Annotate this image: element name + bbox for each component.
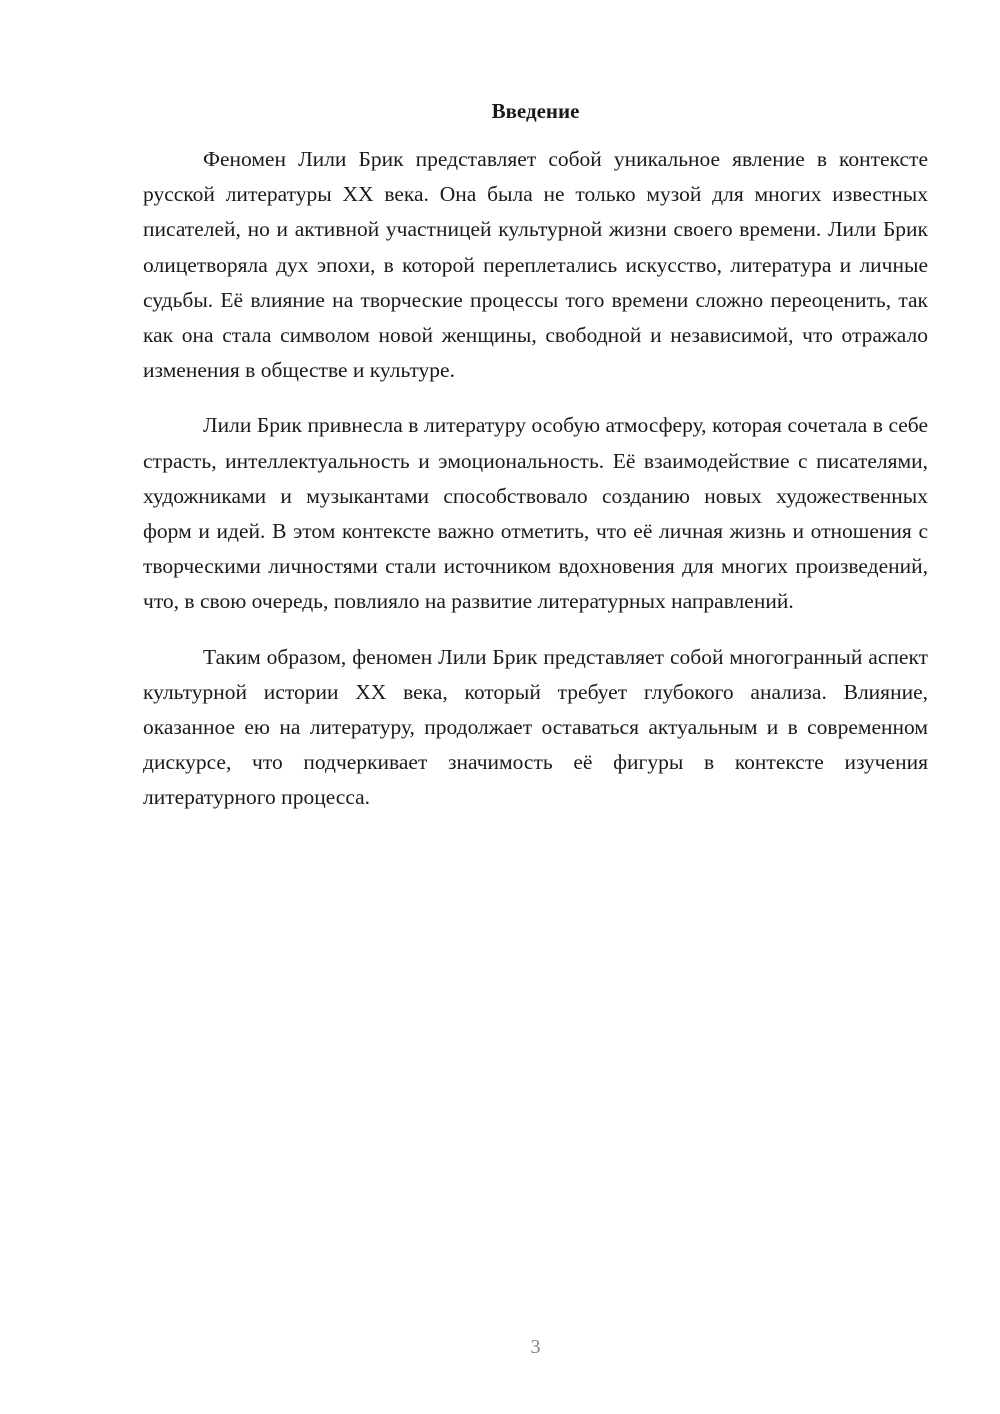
paragraph-2: Лили Брик привнесла в литературу особую атмосферу, которая сочетала в себе страсть, интеллектуальность и эмоциональность. Её взаимодействие с писателями, художниками и музыкантами способствовало созданию новых художественных форм и идей. В этом контексте важно отметить, что её личная жизнь и отношения с творческими личностями стали источником вдохновения для многих произведений, что, в свою очередь, повлияло на развитие литературных направлений. [143, 413, 928, 614]
paragraph-1: Феномен Лили Брик представляет собой уникальное явление в контексте русской литературы XX века. Она была не только музой для многих известных писателей, но и активной участницей культурной жизни своего времени. Лили Брик олицетворяла дух эпохи, в которой переплетались искусство, литература и личные судьбы. Её влияние на творческие процессы того времени сложно переоценить, так как она стала символом новой женщины, свободной и независимой, что отражало изменения в обществе и культуре. [143, 147, 928, 383]
section-heading: Введение [491, 99, 580, 123]
paragraph-3: Таким образом, феномен Лили Брик представляет собой многогранный аспект культурной истории XX века, который требует глубокого анализа. Влияние, оказанное ею на литературу, продолжает оставаться актуальным и в современном дискурсе, что подчеркивает значимость её фигуры в контексте изучения литературного процесса. [143, 644, 928, 810]
page-number: 3 [530, 1336, 541, 1358]
body-text [143, 142, 928, 816]
